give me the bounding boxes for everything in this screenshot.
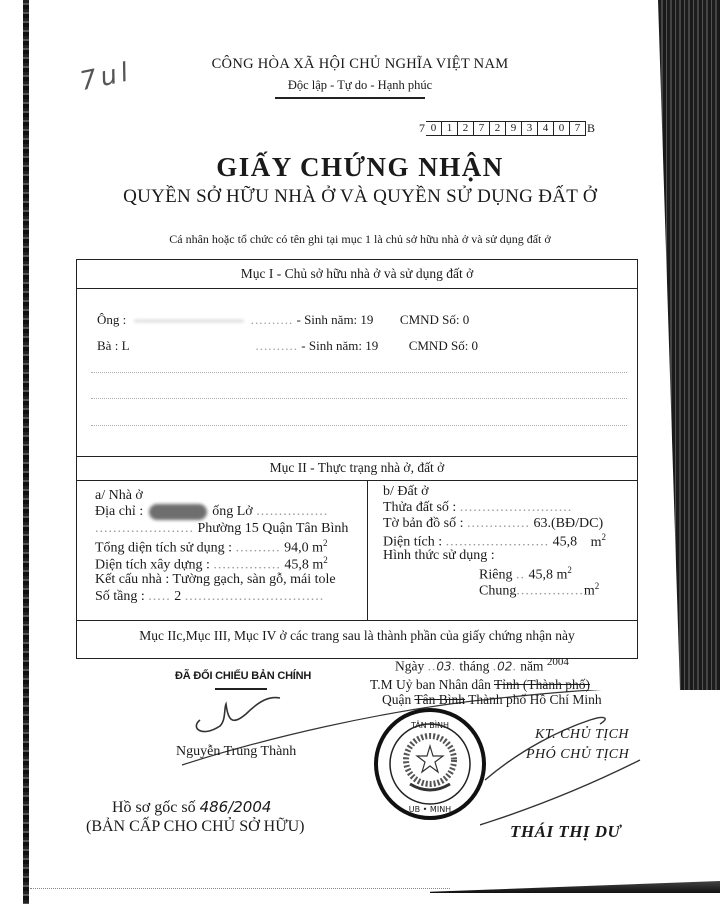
section2-header: Mục II - Thực trạng nhà ở, đất ở <box>269 460 445 475</box>
intro-text: Cá nhân hoặc tổ chức có tên ghi tại mục 1 là chủ sở hữu nhà ở và sử dụng đất ở <box>169 232 551 246</box>
address-street: ống Lở <box>212 504 253 520</box>
svg-text:TÂN BÌNH: TÂN BÌNH <box>410 721 450 730</box>
dotted-leader: ....................... <box>445 534 550 550</box>
owner-title: Ông : <box>97 312 127 327</box>
id-number-label: CMND Số: 0 <box>408 338 479 353</box>
owner-row-2 <box>97 338 478 354</box>
dotted-line <box>91 372 627 373</box>
serial-digit: 9 <box>506 121 522 136</box>
dotted-leader: ......................... <box>459 500 573 515</box>
redacted-house-number <box>149 504 207 520</box>
file-label: Hồ sơ gốc số <box>112 799 196 816</box>
redacted-name <box>134 320 244 322</box>
shared-usage-row <box>479 581 599 600</box>
unit: m <box>556 567 568 583</box>
unit: m <box>583 583 595 599</box>
dotted-leader: ...................... <box>95 521 194 536</box>
authority-struck: Tỉnh (Thành phố) <box>493 677 590 692</box>
serial-digit: 7 <box>474 121 490 136</box>
serial-digit: 0 <box>554 121 570 136</box>
authority-prefix: T.M Uỷ ban Nhân dân <box>370 677 494 692</box>
birth-year-label: - Sinh năm: 19 <box>296 312 374 327</box>
divider <box>77 288 637 289</box>
original-file-number <box>112 798 271 817</box>
total-area-row <box>95 538 327 557</box>
signer-name: THÁI THỊ DƯ <box>510 822 622 841</box>
dotted-leader: ..... <box>148 589 171 604</box>
total-area-value: 94,0 <box>284 540 309 556</box>
floors-row <box>95 589 324 605</box>
city-name: Thành phố Hồ Chí Minh <box>465 692 602 707</box>
structure-value: Tường gạch, sàn gỗ, mái tole <box>172 572 336 587</box>
unit-exponent: 2 <box>601 532 606 542</box>
unit-exponent: 2 <box>594 581 600 591</box>
serial-digit: 7 <box>570 121 586 136</box>
plot-row <box>383 500 572 516</box>
divider <box>77 480 637 481</box>
land-heading: b/ Đất ở <box>383 484 429 499</box>
floors-label: Số tầng : <box>95 589 145 604</box>
date-month: 02 <box>497 659 513 674</box>
document-title: GIẤY CHỨNG NHẬN <box>216 152 504 182</box>
usage-label: Hình thức sử dụng : <box>383 548 495 563</box>
verifier-name: Nguyễn Trung Thành <box>176 744 297 759</box>
svg-text:UB • MINH: UB • MINH <box>408 805 452 814</box>
signer-role-kt: KT. CHỦ TỊCH <box>535 727 630 742</box>
document-subtitle: QUYỀN SỞ HỮU NHÀ Ở VÀ QUYỀN SỬ DỤNG ĐẤT Ở <box>123 186 597 207</box>
file-number: 486/2004 <box>199 798 272 816</box>
structure-row <box>95 572 336 588</box>
official-seal-icon <box>370 700 490 830</box>
floors-value: 2 <box>174 589 182 604</box>
private-label: Riêng <box>479 567 513 583</box>
dotted-leader: . <box>451 658 457 674</box>
built-area-row <box>95 555 328 574</box>
date-year: 2004 <box>546 656 569 668</box>
serial-digit: 0 <box>426 121 442 136</box>
date-label: Ngày <box>395 658 425 674</box>
dotted-line <box>91 398 627 399</box>
column-divider <box>367 480 368 620</box>
owner-name: L <box>121 338 130 353</box>
serial-digit: 1 <box>442 121 458 136</box>
dotted-leader: .......... <box>235 540 281 556</box>
dotted-leader: ............... <box>516 583 584 599</box>
serial-number <box>418 121 596 136</box>
id-number-label: CMND Số: 0 <box>399 312 470 327</box>
built-area-label: Diện tích xây dựng : <box>95 557 210 573</box>
owner-row-1 <box>97 312 469 328</box>
address-row <box>95 504 328 520</box>
issuing-authority-line1 <box>370 677 590 693</box>
signer-role-vice: PHÓ CHỦ TỊCH <box>526 747 630 762</box>
land-area-label: Diện tích : <box>383 534 443 550</box>
unit: m <box>590 534 602 550</box>
dotted-line <box>91 425 627 426</box>
map-value: 63.(BĐ/DC) <box>533 516 604 531</box>
date-day: 03 <box>436 659 452 674</box>
serial-digit: 4 <box>538 121 554 136</box>
district-name: Tân Bình <box>414 692 465 707</box>
owner-title: Bà : <box>97 338 119 353</box>
unit-exponent: 2 <box>322 538 328 548</box>
copy-designation: (BẢN CẤP CHO CHỦ SỞ HỮU) <box>86 818 305 835</box>
dotted-leader: . <box>512 658 517 674</box>
scan-edge-right <box>658 0 720 690</box>
unit: m <box>312 540 323 556</box>
scan-edge-dots <box>30 888 450 890</box>
handwritten-note: 7ul <box>77 56 135 98</box>
dotted-leader: . <box>492 658 498 674</box>
dotted-leader: ............... <box>213 557 281 573</box>
dotted-leader: ............................... <box>184 589 325 604</box>
divider <box>77 620 637 621</box>
dotted-leader: ................ <box>256 504 329 520</box>
built-area-value: 45,8 <box>284 557 309 573</box>
serial-digit: 3 <box>522 121 538 136</box>
year-label: năm <box>520 658 544 674</box>
land-area-value: 45,8 <box>552 534 578 550</box>
dotted-leader: .. <box>515 567 525 583</box>
serial-digit: 2 <box>490 121 506 136</box>
serial-suffix: B <box>587 121 596 135</box>
address-ward-district: Phường 15 Quận Tân Bình <box>197 521 349 536</box>
issue-date <box>395 656 569 675</box>
country-header: CÔNG HÒA XÃ HỘI CHỦ NGHĨA VIỆT NAM <box>211 56 509 72</box>
section1-header: Mục I - Chủ sở hữu nhà ở và sử dụng đất ở <box>240 266 474 281</box>
birth-year-label: - Sinh năm: 19 <box>301 338 379 353</box>
month-label: tháng <box>459 658 490 674</box>
unit-exponent: 2 <box>567 565 572 575</box>
unit-exponent: 2 <box>323 555 328 565</box>
private-value: 45,8 <box>528 567 553 583</box>
dotted-leader: .. <box>427 658 437 674</box>
motto-underline <box>275 97 425 99</box>
address-label: Địa chỉ : <box>95 504 144 520</box>
structure-label: Kết cấu nhà : <box>95 572 170 587</box>
dotted-leader: .......... <box>255 338 299 353</box>
dotted-leader: .......... <box>250 312 294 327</box>
house-heading: a/ Nhà ở <box>95 488 143 503</box>
footer-note: Mục IIc,Mục III, Mục IV ở các trang sau là thành phần của giấy chứng nhận này <box>139 628 575 643</box>
total-area-label: Tổng diện tích sử dụng : <box>95 540 233 556</box>
district-prefix: Quận <box>382 692 415 707</box>
serial-digit: 2 <box>458 121 474 136</box>
unit: m <box>312 557 324 573</box>
dotted-leader: .............. <box>467 516 531 531</box>
certificate-box <box>76 259 638 659</box>
serial-prefix: 7 <box>419 121 425 135</box>
verified-stamp: ĐÃ ĐỐI CHIẾU BẢN CHÍNH <box>175 670 312 682</box>
map-label: Tờ bản đồ số : <box>383 516 464 531</box>
scan-edge-left <box>23 0 29 904</box>
divider <box>77 456 637 457</box>
plot-label: Thửa đất số : <box>383 500 457 515</box>
map-row <box>383 516 603 532</box>
address-row-2 <box>95 521 348 537</box>
scan-edge-bottom <box>430 881 720 893</box>
shared-label: Chung <box>479 583 517 599</box>
motto: Độc lập - Tự do - Hạnh phúc <box>287 78 433 92</box>
